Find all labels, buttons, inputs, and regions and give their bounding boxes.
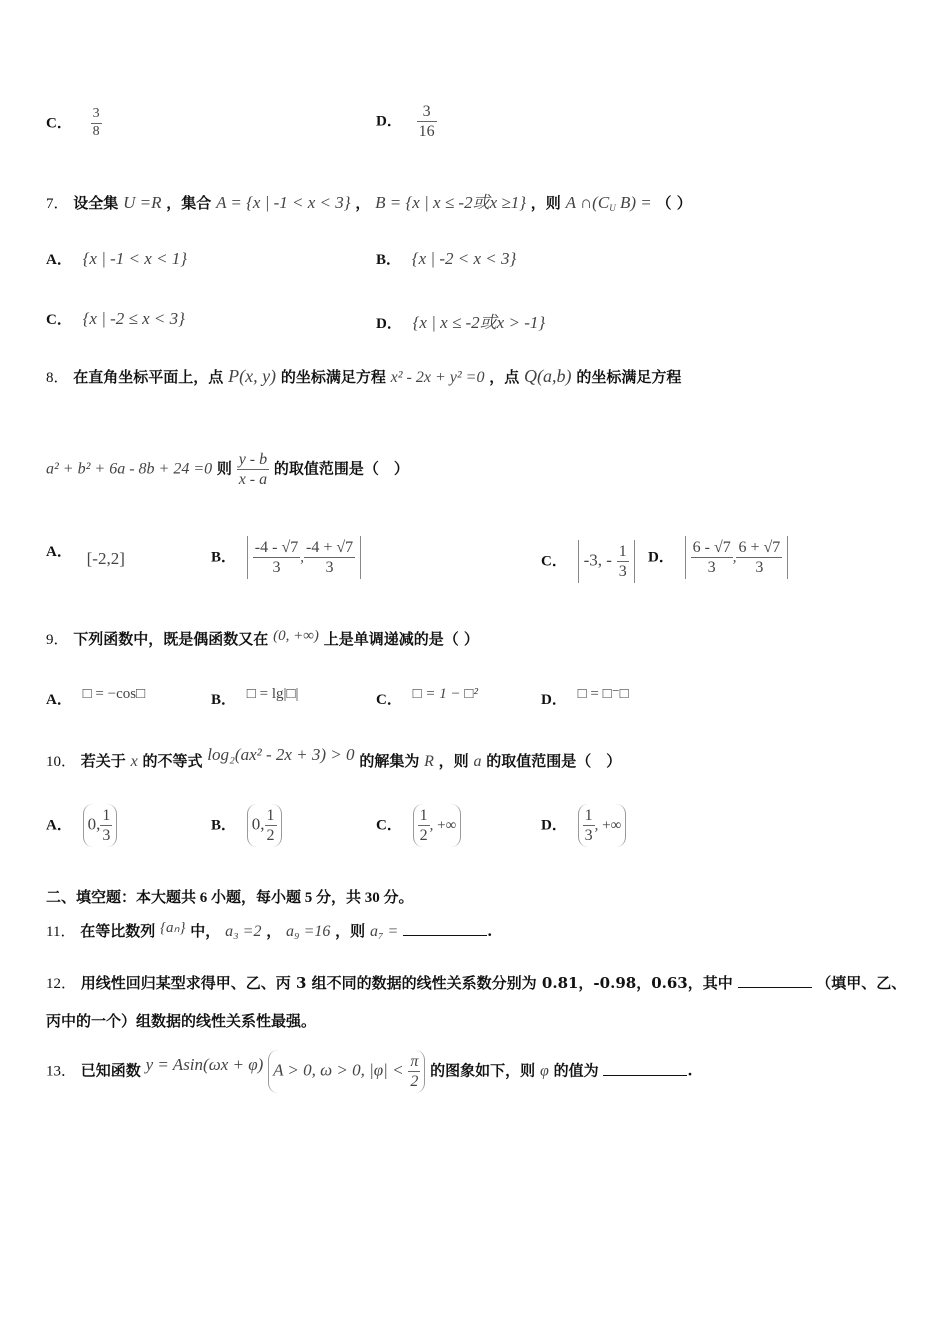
q7-option-c[interactable]: C． {x | -2 ≤ x < 3} bbox=[46, 309, 185, 328]
q8-option-d[interactable]: D． $\frac{6 - √7}{3}$ , $\frac{6 + √7}{3}$ bbox=[648, 536, 788, 579]
answer-blank[interactable] bbox=[603, 1061, 687, 1076]
q9-option-d[interactable]: D． □ = □⁻□ bbox=[541, 686, 629, 708]
q9-option-c[interactable]: C． □ = 1 − □² bbox=[376, 686, 478, 708]
q6-option-c[interactable] bbox=[46, 106, 102, 141]
q8-option-c[interactable]: C． -3, - $\frac{1}{3}$ bbox=[541, 540, 635, 583]
interval-bracket: $\frac{-4 - √7}{3}$ , $\frac{-4 + √7}{3}$ bbox=[247, 536, 361, 579]
q10-option-b[interactable]: B． 0, $\frac{1}{2}$ bbox=[211, 804, 282, 847]
q10-option-c[interactable]: C． $\frac{1}{2}$ , +∞ bbox=[376, 804, 461, 847]
interval-paren: 0, $\frac{1}{3}$ bbox=[83, 804, 118, 847]
q13-stem: 13． 已知函数 y = Asin(ωx + φ) A > 0, ω > 0, |φ| < $\frac{\pi}{2}$ 的图象如下，则 φ 的值为 . bbox=[46, 1050, 693, 1093]
option-label: D． bbox=[376, 113, 402, 130]
q10-option-d[interactable]: D． $\frac{1}{3}$ , +∞ bbox=[541, 804, 626, 847]
q7-option-b[interactable]: B． {x | -2 < x < 3} bbox=[376, 249, 517, 268]
interval-paren: $\frac{1}{3}$ , +∞ bbox=[578, 804, 627, 847]
q7-option-d[interactable]: D． {x | x ≤ -2或x > -1} bbox=[376, 313, 546, 332]
interval-paren: $\frac{1}{2}$ , +∞ bbox=[413, 804, 462, 847]
q12-stem-line2: 丙中的一个）组数据的线性关系性最强。 bbox=[46, 1012, 317, 1030]
option-label: C． bbox=[46, 115, 72, 132]
q8-stem-line2: a² + b² + 6a - 8b + 24 =0 则 $\frac{y - b}{x - a}$ 的取值范围是（ ） bbox=[46, 451, 409, 489]
interval-paren: 0, $\frac{1}{2}$ bbox=[247, 804, 282, 847]
answer-blank[interactable] bbox=[403, 921, 487, 936]
fraction: $\frac{y - b}{x - a}$ bbox=[238, 451, 268, 489]
q7-stem: 7． 设全集 U =R ，集合 A = {x | -1 < x < 3} ， B = {x | x ≤ -2或x ≥1} ，则 A $\cap(C_U$ B) = （ ） bbox=[46, 193, 692, 213]
interval-bracket: $\frac{6 - √7}{3}$ , $\frac{6 + √7}{3}$ bbox=[685, 536, 789, 579]
condition-paren: A > 0, ω > 0, |φ| < $\frac{\pi}{2}$ bbox=[268, 1050, 425, 1093]
q11-stem: 11． 在等比数列 {aₙ} 中， a₃ =2 ， a₉ =16 ，则 a₇ = . bbox=[46, 920, 493, 940]
fraction: $\frac{3}{8}$ bbox=[92, 106, 100, 139]
q9-option-b[interactable]: B． □ = lg|□| bbox=[211, 686, 299, 708]
q8-option-a[interactable]: A． [-2,2] bbox=[46, 544, 125, 568]
q9-option-a[interactable]: A． □ = −cos□ bbox=[46, 686, 146, 708]
interval-bracket: -3, - $\frac{1}{3}$ bbox=[578, 540, 635, 583]
q8-option-b[interactable]: B． $\frac{-4 - √7}{3}$ , $\frac{-4 + √7}{3}$ bbox=[211, 536, 361, 579]
q10-option-a[interactable]: A． 0, $\frac{1}{3}$ bbox=[46, 804, 117, 847]
q9-stem: 9． 下列函数中，既是偶函数又在 (0, +∞) 上是单调递减的是（ ） bbox=[46, 628, 479, 648]
q6-option-d[interactable] bbox=[376, 102, 437, 141]
q8-stem-line1: 8． 在直角坐标平面上，点 P(x, y) 的坐标满足方程 x² - 2x + y² =0 ，点 Q(a,b) 的坐标满足方程 bbox=[46, 366, 682, 386]
answer-blank[interactable] bbox=[738, 973, 812, 988]
section-heading-fill-in: 二、填空题：本大题共 6 小题，每小题 5 分，共 30 分。 bbox=[46, 890, 414, 906]
q12-stem-line1: 12． 用线性回归某型求得甲、乙、丙 3 组不同的数据的线性关系数分别为 0.81，-0.98，0.63，其中 （填甲、乙、 bbox=[46, 974, 907, 992]
q7-option-a[interactable]: A． {x | -1 < x < 1} bbox=[46, 249, 188, 268]
q10-stem: 10． 若关于 x 的不等式 log₂(ax² - 2x + 3) > 0 的解集为 R ，则 a 的取值范围是（ ） bbox=[46, 745, 622, 770]
fraction: $\frac{3}{16}$ bbox=[418, 103, 435, 141]
